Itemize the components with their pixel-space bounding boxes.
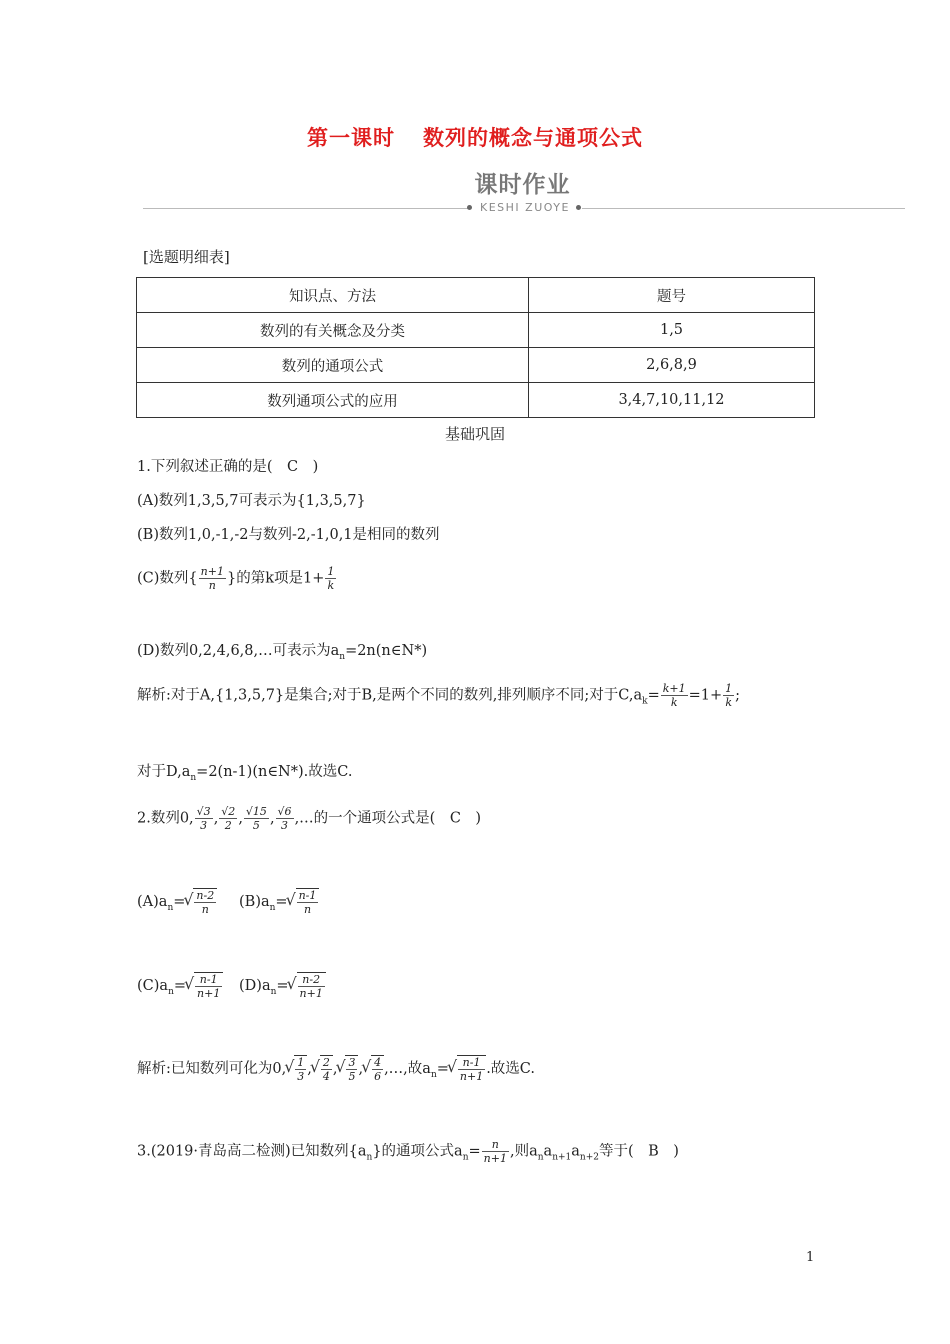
table-caption: [选题明细表] xyxy=(143,248,230,266)
table-row xyxy=(137,383,815,418)
fraction: $\frac{n+1}{n}$ xyxy=(200,565,224,592)
fraction: $\frac{√6}{3}$ xyxy=(277,805,292,832)
fraction: $\frac{k+1}{k}$ xyxy=(662,682,686,709)
table-cell: 数列的有关概念及分类 xyxy=(137,313,529,348)
q2-option-a: $(A)a_n=$ √ $\frac{n-2}{n}$ xyxy=(137,888,217,916)
q1-option-b: (B)数列1,0,-1,-2与数列-2,-1,0,1是相同的数列 xyxy=(137,527,440,543)
table-header-cell: 知识点、方法 xyxy=(137,278,529,313)
q1-stem: 1.下列叙述正确的是( C ) xyxy=(137,459,319,475)
table-cell: 2,6,8,9 xyxy=(529,348,815,383)
section-title: 基础巩固 xyxy=(444,425,505,443)
page-title: 第一课时 数列的概念与通项公式 xyxy=(307,126,643,150)
table-header-cell: 题号 xyxy=(529,278,815,313)
q2-stem: 2.数列0, $\frac{√3}{3}$ , $\frac{√2}{2}$ , $\frac{√15}{5}$ , $\frac{√6}{3}$ ,…的一个通项公式是( C ) xyxy=(137,805,482,832)
q2-option-b: $(B)a_n=$ √ $\frac{n-1}{n}$ xyxy=(239,888,319,916)
q3-stem: 3.(2019·青岛高二检测)已知数列$\{a_n\}$的通项公式$a_n=$ $\frac{n}{n+1}$ ,则$a_na_{n+1}a_{n+2}$等于( B ) xyxy=(137,1138,679,1165)
table-row xyxy=(137,348,815,383)
fraction: $\frac{1}{k}$ xyxy=(327,565,335,592)
divider-left xyxy=(143,208,468,209)
sqrt-expression: √ $\frac{n-1}{n+1}$ xyxy=(449,1055,486,1083)
sqrt-expression: √ $\frac{n-1}{n}$ xyxy=(288,888,320,916)
q1-analysis-cont: 对于$D,a_n=2(n-1)(n\in N*)$.故选C. xyxy=(137,764,353,783)
table-cell: 3,4,7,10,11,12 xyxy=(529,383,815,418)
sqrt-expression: √ $\frac{2}{4}$ xyxy=(312,1055,333,1083)
fraction: $\frac{√2}{2}$ xyxy=(221,805,236,832)
divider-right xyxy=(582,208,905,209)
divider-dot-right xyxy=(576,205,581,210)
sqrt-expression: √ $\frac{n-1}{n+1}$ xyxy=(186,972,223,1000)
table-cell: 数列通项公式的应用 xyxy=(137,383,529,418)
q2-analysis: 解析:已知数列可化为0, √ $\frac{1}{3}$ , √ $\frac{2}{4}$ , √ $\frac{3}{5}$ , √ $\frac{4}{6}$ ,…,故$a_n=$ √ $\frac{n-1}{n+1}$ .故选C. xyxy=(137,1055,535,1083)
sqrt-expression: √ $\frac{n-2}{n}$ xyxy=(185,888,217,916)
fraction: $\frac{√3}{3}$ xyxy=(196,805,211,832)
sqrt-expression: √ $\frac{4}{6}$ xyxy=(363,1055,384,1083)
fraction: $\frac{n}{n+1}$ xyxy=(483,1138,507,1165)
q2-option-c: $(C)a_n=$ √ $\frac{n-1}{n+1}$ xyxy=(137,972,223,1000)
sqrt-expression: √ $\frac{n-2}{n+1}$ xyxy=(289,972,326,1000)
q1-analysis: 解析:对于A,{1,3,5,7}是集合;对于B,是两个不同的数列,排列顺序不同;对于$C,a_k=$ $\frac{k+1}{k}$ =1+ $\frac{1}{k}$ ; xyxy=(137,682,741,709)
sqrt-expression: √ $\frac{1}{3}$ xyxy=(286,1055,307,1083)
q1-option-c: (C)数列{ $\frac{n+1}{n}$ }的第k项是1+ $\frac{1}{k}$ xyxy=(137,565,335,592)
table-row xyxy=(137,313,815,348)
page-number: 1 xyxy=(806,1250,815,1265)
banner-title: 课时作业 xyxy=(474,172,571,198)
banner-subtitle: KESHI ZUOYE xyxy=(480,201,570,214)
fraction: $\frac{√15}{5}$ xyxy=(245,805,267,832)
q1-option-d: (D)数列0,2,4,6,8,…可表示为$a_n=2n(n\in N*)$ xyxy=(137,643,428,662)
table-cell: 1,5 xyxy=(529,313,815,348)
sqrt-expression: √ $\frac{3}{5}$ xyxy=(337,1055,358,1083)
q2-option-d: $(D)a_n=$ √ $\frac{n-2}{n+1}$ xyxy=(239,972,326,1000)
table-cell: 数列的通项公式 xyxy=(137,348,529,383)
fraction: $\frac{1}{k}$ xyxy=(725,682,733,709)
topic-table xyxy=(136,277,815,418)
divider-dot-left xyxy=(467,205,472,210)
q1-option-a: (A)数列1,3,5,7可表示为{1,3,5,7} xyxy=(137,493,366,509)
table-header-row xyxy=(137,278,815,313)
